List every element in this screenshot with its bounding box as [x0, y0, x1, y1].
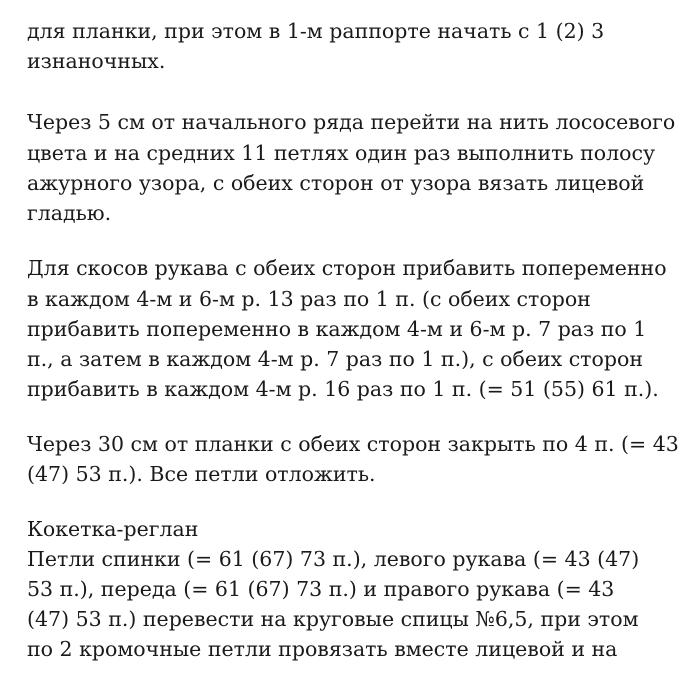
- text-line: Для скосов рукава с обеих сторон прибавить попеременно: [27, 256, 667, 280]
- text-line: по 2 кромочные петли провязать вместе лицевой и на: [27, 637, 618, 661]
- text-line: для планки, при этом в 1-м раппорте начать с 1 (2) 3: [27, 19, 605, 43]
- text-line: Через 30 см от планки с обеих сторон закрыть по 4 п. (= 43: [27, 432, 679, 456]
- text-line: Петли спинки (= 61 (67) 73 п.), левого рукава (= 43 (47): [27, 547, 640, 571]
- section-heading: Кокетка-реглан: [27, 517, 199, 541]
- text-line: 53 п.), переда (= 61 (67) 73 п.) и правого рукава (= 43: [27, 577, 615, 601]
- text-line: ажурного узора, с обеих сторон от узора вязать лицевой: [27, 171, 645, 195]
- text-line: (47) 53 п.). Все петли отложить.: [27, 462, 376, 486]
- text-line: прибавить попеременно в каждом 4-м и 6-м р. 7 раз по 1: [27, 317, 647, 341]
- text-line: гладью.: [27, 201, 112, 225]
- text-line: Через 5 см от начального ряда перейти на нить лососевого: [27, 110, 676, 134]
- text-line: изнаночных.: [27, 49, 166, 73]
- text-line: прибавить в каждом 4-м р. 16 раз по 1 п. (= 51 (55) 61 п.).: [27, 377, 659, 401]
- text-line: (47) 53 п.) перевести на круговые спицы №6,5, при этом: [27, 607, 639, 631]
- text-line: п., а затем в каждом 4-м р. 7 раз по 1 п.), с обеих сторон: [27, 347, 643, 371]
- text-line: цвета и на средних 11 петлях один раз выполнить полосу: [27, 141, 656, 165]
- text-line: в каждом 4-м и 6-м р. 13 раз по 1 п. (с обеих сторон: [27, 287, 591, 311]
